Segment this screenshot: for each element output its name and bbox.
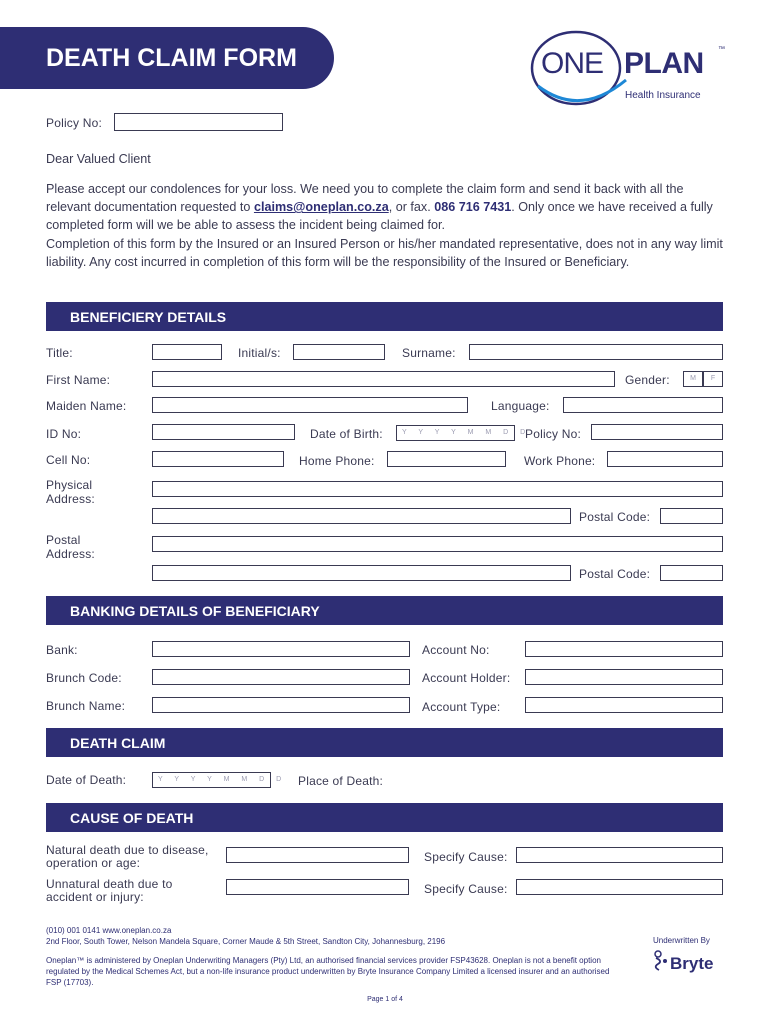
id-no-field[interactable]	[152, 424, 295, 440]
gender-label: Gender:	[625, 373, 670, 387]
section-cause-of-death: CAUSE OF DEATH	[46, 803, 723, 832]
logo-one: ONE	[541, 47, 604, 80]
postal-address-line2[interactable]	[152, 565, 571, 581]
intro-text-2: , or fax.	[388, 200, 435, 215]
beneficiary-policy-label: Policy No:	[525, 427, 582, 441]
gender-f-box[interactable]: F	[703, 371, 723, 387]
logo-subtitle: Health Insurance	[625, 90, 701, 101]
postal-postal-code-field[interactable]	[660, 565, 723, 581]
initials-field[interactable]	[293, 344, 385, 360]
maiden-name-label: Maiden Name:	[46, 399, 127, 413]
account-holder-field[interactable]	[525, 669, 723, 685]
branch-name-field[interactable]	[152, 697, 410, 713]
section-beneficiary: BENEFICIERY DETAILS	[46, 302, 723, 331]
first-name-field[interactable]	[152, 371, 615, 387]
intro-paragraph	[46, 180, 726, 271]
branch-code-field[interactable]	[152, 669, 410, 685]
physical-postal-code-label: Postal Code:	[579, 510, 651, 524]
intro-disclaimer: Completion of this form by the Insured or an Insured Person or his/her mandated representative, does not in any way limit liability. Any cost incurred in completion of this form will be the responsibility of the Insured or Beneficiary.	[46, 236, 723, 269]
bank-field[interactable]	[152, 641, 410, 657]
footer-legal: Oneplan™ is administered by Oneplan Underwriting Managers (Pty) Ltd, an authorised financial services provider FSP43628. Oneplan is not a benefit option regulated by the Medical Schemes Act, but a non-life insurance product underwritten by Bryte Insurance Company Limited a licensed insurer and an authorised FSP (17703).	[46, 956, 610, 987]
cell-no-label: Cell No:	[46, 453, 91, 467]
oneplan-logo	[530, 28, 730, 108]
initials-label: Initial/s:	[238, 346, 281, 360]
footer-address: 2nd Floor, South Tower, Nelson Mandela Square, Corner Maude & 5th Street, Sandton City, Johannesburg, 2196	[46, 937, 446, 946]
account-type-label: Account Type:	[422, 700, 501, 714]
language-field[interactable]	[563, 397, 723, 413]
natural-specify-label: Specify Cause:	[424, 850, 508, 864]
first-name-label: First Name:	[46, 373, 111, 387]
unnatural-death-label: Unnatural death due to accident or injury:	[46, 877, 173, 904]
bank-label: Bank:	[46, 643, 78, 657]
natural-death-field[interactable]	[226, 847, 409, 863]
surname-field[interactable]	[469, 344, 723, 360]
home-phone-field[interactable]	[387, 451, 506, 467]
language-label: Language:	[491, 399, 550, 413]
unnatural-specify-label: Specify Cause:	[424, 882, 508, 896]
cell-no-field[interactable]	[152, 451, 284, 467]
fax-number: 086 716 7431	[434, 200, 512, 215]
intro-text-3: . Only once we have received a fully completed form will we be able to assess the incident being claimed for.	[46, 200, 713, 233]
date-of-death-label: Date of Death:	[46, 773, 127, 787]
footer-contact: (010) 001 0141 www.oneplan.co.za	[46, 926, 172, 935]
title-field[interactable]	[152, 344, 222, 360]
postal-postal-code-label: Postal Code:	[579, 567, 651, 581]
page-number: Page 1 of 4	[367, 996, 403, 1003]
home-phone-label: Home Phone:	[299, 454, 375, 468]
account-no-label: Account No:	[422, 643, 490, 657]
title-label: Title:	[46, 346, 73, 360]
account-type-field[interactable]	[525, 697, 723, 713]
logo-plan: PLAN	[624, 47, 704, 80]
surname-label: Surname:	[402, 346, 456, 360]
gender-m-box[interactable]: M	[683, 371, 703, 387]
branch-code-label: Brunch Code:	[46, 671, 122, 685]
intro-text-1: Please accept our condolences for your loss. We need you to complete the claim form and send it back with all the relevant documentation requested to	[46, 182, 684, 215]
dob-field[interactable]: Y Y Y Y M M D D	[396, 425, 515, 441]
bryte-wordmark: Bryte	[670, 954, 714, 973]
work-phone-label: Work Phone:	[524, 454, 596, 468]
physical-address-label: Physical Address:	[46, 478, 95, 506]
postal-address-line1[interactable]	[152, 536, 723, 552]
physical-address-line2[interactable]	[152, 508, 571, 524]
natural-death-label: Natural death due to disease, operation or age:	[46, 843, 209, 870]
dob-label: Date of Birth:	[310, 427, 383, 441]
account-holder-label: Account Holder:	[422, 671, 511, 685]
maiden-name-field[interactable]	[152, 397, 468, 413]
branch-name-label: Brunch Name:	[46, 699, 126, 713]
policy-no-label: Policy No:	[46, 116, 103, 130]
physical-address-line1[interactable]	[152, 481, 723, 497]
policy-no-field[interactable]	[114, 113, 283, 131]
form-title: DEATH CLAIM FORM	[0, 27, 334, 89]
date-of-death-field[interactable]: Y Y Y Y M M D D	[152, 772, 271, 788]
section-death-claim: DEATH CLAIM	[46, 728, 723, 757]
unnatural-death-field[interactable]	[226, 879, 409, 895]
physical-postal-code-field[interactable]	[660, 508, 723, 524]
postal-address-label: Postal Address:	[46, 533, 95, 561]
bryte-mark-icon	[653, 950, 669, 972]
natural-specify-field[interactable]	[516, 847, 723, 863]
unnatural-specify-field[interactable]	[516, 879, 723, 895]
account-no-field[interactable]	[525, 641, 723, 657]
id-no-label: ID No:	[46, 427, 82, 441]
underwritten-by-label: Underwritten By	[653, 936, 710, 945]
place-of-death-field[interactable]	[394, 771, 723, 787]
logo-tm: ™	[718, 46, 725, 53]
greeting: Dear Valued Client	[46, 152, 151, 166]
claims-email-link[interactable]: claims@oneplan.co.za	[253, 200, 389, 215]
place-of-death-label: Place of Death:	[298, 774, 384, 788]
beneficiary-policy-field[interactable]	[591, 424, 723, 440]
work-phone-field[interactable]	[607, 451, 723, 467]
section-banking: BANKING DETAILS OF BENEFICIARY	[46, 596, 723, 625]
